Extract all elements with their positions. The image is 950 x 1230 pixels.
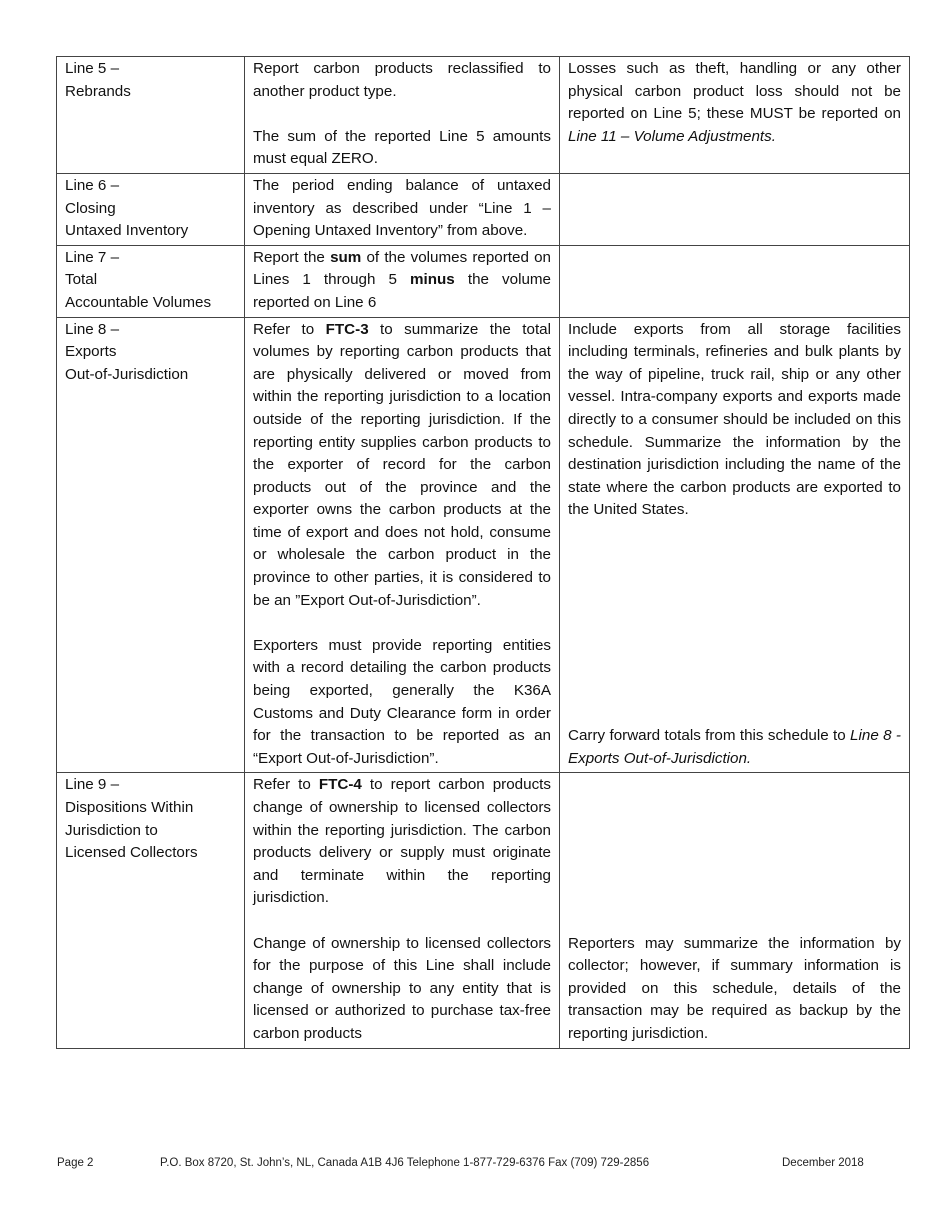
line-label-cell: Line 7 – Total Accountable Volumes	[57, 245, 245, 317]
line-label-cell: Line 9 – Dispositions Within Jurisdiction to Licensed Collectors	[57, 773, 245, 1048]
notes-cell	[560, 173, 910, 245]
table-row	[57, 57, 910, 174]
table-row	[57, 245, 910, 317]
description-cell: Refer to FTC-4 to report carbon products change of ownership to licensed collectors within the reporting jurisdiction. The carbon products delivery or supply must originate and terminate within the reporting jurisdiction. Change of ownership to licensed collectors for the purpose of this Line shall include change of ownership to any entity that is licensed or authorized to purchase tax-free carbon products	[245, 773, 560, 1048]
line-label-cell: Line 5 – Rebrands	[57, 57, 245, 174]
instructions-table	[56, 56, 910, 1049]
footer-address: P.O. Box 8720, St. John’s, NL, Canada A1B 4J6 Telephone 1-877-729-6376 Fax (709) 729-2856	[160, 1157, 650, 1169]
description-cell: Report carbon products reclassified to another product type. The sum of the reported Line 5 amounts must equal ZERO.	[245, 57, 560, 174]
line-label-cell: Line 8 – Exports Out-of-Jurisdiction	[57, 317, 245, 773]
notes-cell	[560, 245, 910, 317]
notes-cell: Losses such as theft, handling or any other physical carbon product loss should not be reported on Line 5; these MUST be reported on Line 11 – Volume Adjustments.	[560, 57, 910, 174]
table-row	[57, 317, 910, 773]
page-number: Page 2	[57, 1157, 94, 1169]
notes-cell: Reporters may summarize the information by collector; however, if summary information is provided on this schedule, details of the transaction may be required as backup by the reporting jurisdiction.	[560, 773, 910, 1048]
description-cell: The period ending balance of untaxed inventory as described under “Line 1 – Opening Untaxed Inventory” from above.	[245, 173, 560, 245]
line-label-cell: Line 6 – Closing Untaxed Inventory	[57, 173, 245, 245]
notes-cell: Include exports from all storage facilities including terminals, refineries and bulk plants by the way of pipeline, truck rail, ship or any other vessel. Intra-company exports and exports made directly to a consumer should be included on this schedule. Summarize the information by the destination jurisdiction including the name of the state where the carbon products are exported to the United States. Carry forward totals from this schedule to Line 8 - Exports Out-of-Jurisdiction.	[560, 317, 910, 773]
footer-date: December 2018	[782, 1157, 864, 1169]
description-cell: Report the sum of the volumes reported on Lines 1 through 5 minus the volume reported on Line 6	[245, 245, 560, 317]
table-row	[57, 773, 910, 1048]
description-cell: Refer to FTC-3 to summarize the total volumes by reporting carbon products that are physically delivered or moved from within the reporting jurisdiction to a location outside of the reporting jurisdiction. If the reporting entity supplies carbon products to the exporter of record for the carbon products out of the province and the exporter owns the carbon products at the time of export and does not hold, consume or wholesale the carbon product in the province to other parties, it is considered to be an ”Export Out-of-Jurisdiction”. Exporters must provide reporting entities with a record detailing the carbon products being exported, generally the K36A Customs and Duty Clearance form in order for the transaction to be reported as an “Export Out-of-Jurisdiction”.	[245, 317, 560, 773]
table-row	[57, 173, 910, 245]
